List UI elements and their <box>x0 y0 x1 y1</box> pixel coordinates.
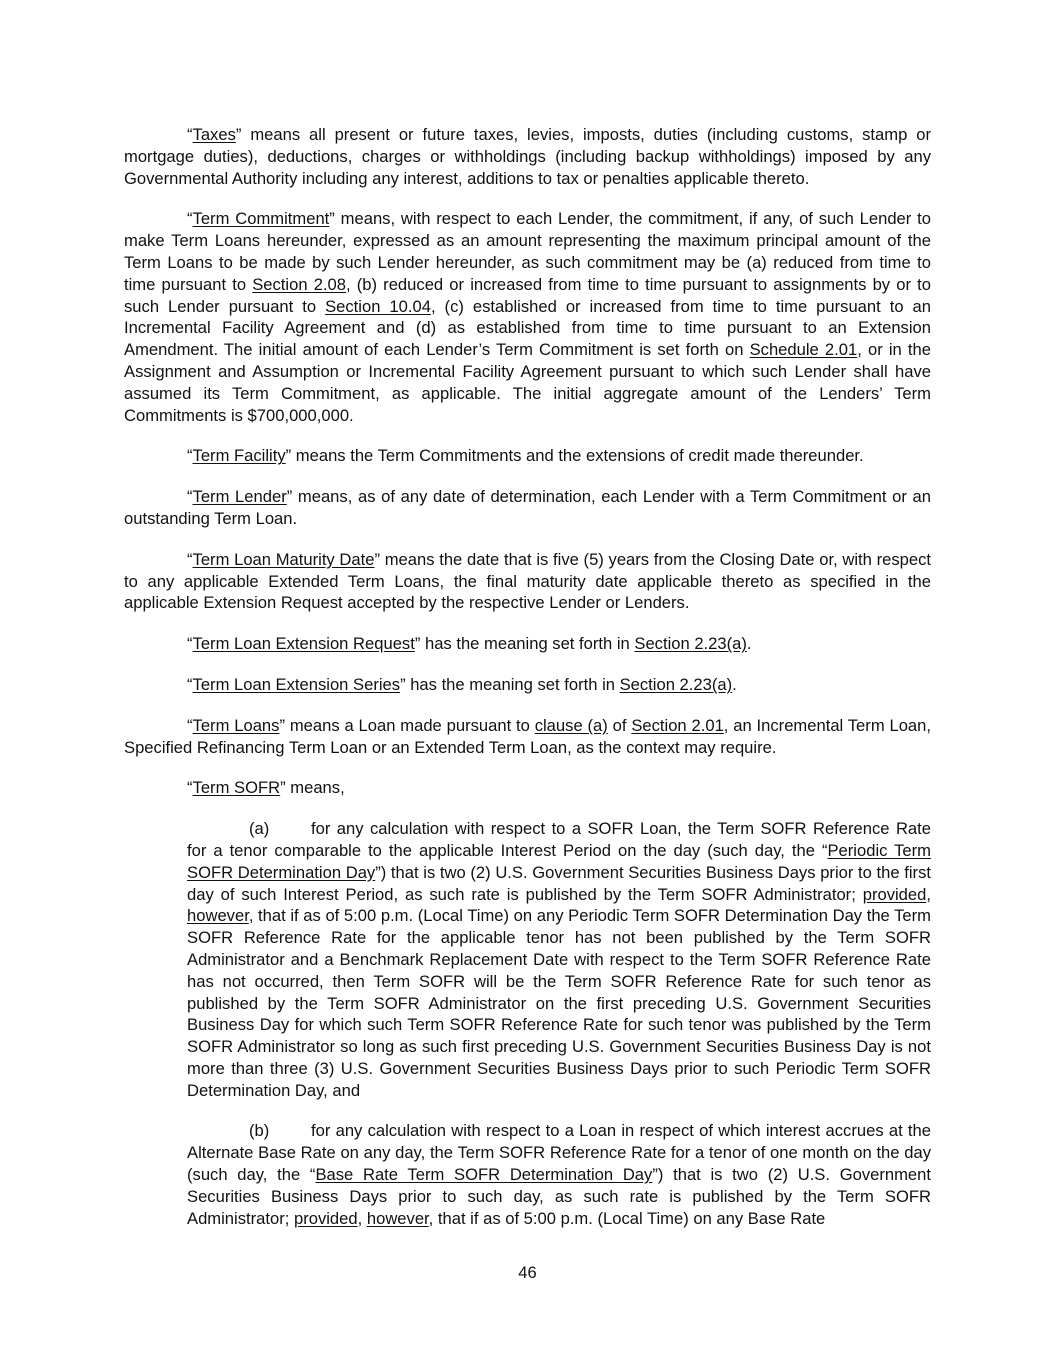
clause-text: , that if as of 5:00 p.m. (Local Time) on any Base Rate <box>428 1208 826 1228</box>
definition-text: ” has the meaning set forth in <box>414 634 635 654</box>
clause-text: ”) that is two (2) U.S. Government Securities Business Days prior to the first day of such Interest Period, as such rate is published by the Term SOFR Administrator; <box>187 862 931 904</box>
defined-term-term-loan-maturity-date: Term Loan Maturity Date <box>192 549 375 569</box>
term-sofr-clause-a <box>187 818 931 1101</box>
section-reference: Section 10.04 <box>325 296 431 316</box>
definition-text: ” means, <box>280 778 345 798</box>
clause-text: , that if as of 5:00 p.m. (Local Time) on any Periodic Term SOFR Determination Day the Term SOFR Reference Rate for the applicable tenor has not been published by the Term SOFR Administrator and a Benchmark Replacement Date with respect to the Term SOFR Reference Rate has not occurred, then Term SOFR will be the Term SOFR Reference Rate for such tenor as published by the Term SOFR Administrator on the first preceding U.S. Government Securities Business Day for which such Term SOFR Reference Rate for such tenor was published by the Term SOFR Administrator so long as such first preceding U.S. Government Securities Business Day is not more than three (3) U.S. Government Securities Business Days prior to such Periodic Term SOFR Determination Day, and <box>187 906 931 1100</box>
definition-text: , or in the Assignment and Assumption or Incremental Facility Agreement pursuant to which such Lender shall have assumed its Term Commitment, as applicable. The initial aggregate amount of the Lenders’ Term Commitments is $700,000,000. <box>124 340 931 425</box>
term-sofr-clause-b <box>187 1120 931 1229</box>
clause-label: (b) <box>249 1121 270 1141</box>
clause-text: for any calculation with respect to a Loan in respect of which interest accrues at the Alternate Base Rate on any day, the Term SOFR Reference Rate for a tenor of one month on the day (such day, the “ <box>187 1121 931 1185</box>
section-reference: Section 2.08 <box>252 274 346 294</box>
open-quote: “ <box>187 715 193 735</box>
proviso-provided: provided <box>862 884 927 904</box>
definitions-body <box>124 124 931 1248</box>
defined-term-base-rate-term-sofr-determination-day: Base Rate Term SOFR Determination Day <box>315 1165 653 1185</box>
definition-text: ” has the meaning set forth in <box>400 674 620 694</box>
defined-term-taxes: Taxes <box>192 125 236 144</box>
clause-text: , <box>926 884 931 904</box>
proviso-however: however <box>366 1208 429 1228</box>
defined-term-term-sofr: Term SOFR <box>192 778 281 798</box>
definition-term-sofr <box>124 777 931 799</box>
proviso-however: however <box>187 906 249 926</box>
definition-text: ” means, with respect to each Lender, the commitment, if any, of such Lender to make Term Loans hereunder, expressed as an amount representing the maximum principal amount of the Term Loans to be made by such Lender hereunder, as such commitment may be (a) reduced from time to time pursuant to <box>124 209 931 294</box>
definition-text: ” means a Loan made pursuant to <box>279 715 535 735</box>
defined-term-periodic-term-sofr-determination-day: Periodic Term SOFR Determination Day <box>187 840 931 882</box>
definition-term-loan-extension-series <box>124 674 931 696</box>
definition-term-facility <box>124 445 931 467</box>
clause-text: ”) that is two (2) U.S. Government Securities Business Days prior to such day, as such rate is published by the Term SOFR Administrator; <box>187 1165 931 1228</box>
definition-text: of <box>607 715 632 735</box>
defined-term-term-facility: Term Facility <box>192 446 286 466</box>
section-reference: Section 2.01 <box>631 715 724 735</box>
open-quote: “ <box>187 634 193 654</box>
open-quote: “ <box>187 487 193 507</box>
section-reference: Section 2.23(a) <box>634 634 747 654</box>
clause-text: for any calculation with respect to a SOFR Loan, the Term SOFR Reference Rate for a tenor comparable to the applicable Interest Period on the day (such day, the “ <box>187 819 931 860</box>
definition-text: ” means all present or future taxes, levies, imposts, duties (including customs, stamp or mortgage duties), deductions, charges or withholdings (including backup withholdings) imposed by any Governmental Authority including any interest, additions to tax or penalties applicable thereto. <box>124 125 931 188</box>
section-reference: Section 2.23(a) <box>619 674 733 694</box>
defined-term-term-lender: Term Lender <box>192 487 287 507</box>
open-quote: “ <box>187 446 193 466</box>
page-number: 46 <box>518 1263 537 1282</box>
definition-text: . <box>746 634 752 654</box>
schedule-reference: Schedule 2.01 <box>749 340 858 360</box>
definition-term-loans <box>124 715 931 759</box>
definition-term-lender <box>124 486 931 530</box>
defined-term-term-loans: Term Loans <box>192 715 280 735</box>
clause-label: (a) <box>249 819 270 839</box>
open-quote: “ <box>187 778 193 798</box>
clause-text: , <box>357 1208 367 1228</box>
definition-term-commitment <box>124 208 931 426</box>
open-quote: “ <box>187 125 193 144</box>
definition-term-loan-extension-request <box>124 633 931 655</box>
definition-text: ” means the Term Commitments and the extensions of credit made thereunder. <box>285 446 864 466</box>
definition-text: ” means the date that is five (5) years from the Closing Date or, with respect to any applicable Extended Term Loans, the final maturity date applicable thereto as specified in the applicable Extension Request accepted by the respective Lender or Lenders. <box>124 549 931 613</box>
definition-text: , an Incremental Term Loan, Specified Refinancing Term Loan or an Extended Term Loan, as the context may require. <box>124 715 931 757</box>
open-quote: “ <box>187 674 193 694</box>
defined-term-term-commitment: Term Commitment <box>192 209 330 229</box>
defined-term-term-loan-extension-request: Term Loan Extension Request <box>192 634 415 654</box>
definition-text: . <box>732 674 737 694</box>
open-quote: “ <box>187 549 193 569</box>
proviso-provided: provided <box>293 1208 358 1228</box>
definition-text: , (c) established or increased from time to time pursuant to an Incremental Facility Agreement and (d) as established from time to time pursuant to an Extension Amendment. The initial amount of each Lender’s Term Commitment is set forth on <box>124 296 932 360</box>
definition-taxes <box>124 124 931 189</box>
clause-reference: clause (a) <box>534 715 608 735</box>
definition-text: , (b) reduced or increased from time to time pursuant to assignments by or to such Lender pursuant to <box>124 274 931 316</box>
definition-text: ” means, as of any date of determination, each Lender with a Term Commitment or an outstanding Term Loan. <box>124 487 931 528</box>
open-quote: “ <box>187 209 193 229</box>
defined-term-term-loan-extension-series: Term Loan Extension Series <box>192 674 401 694</box>
definition-term-loan-maturity-date <box>124 549 931 614</box>
